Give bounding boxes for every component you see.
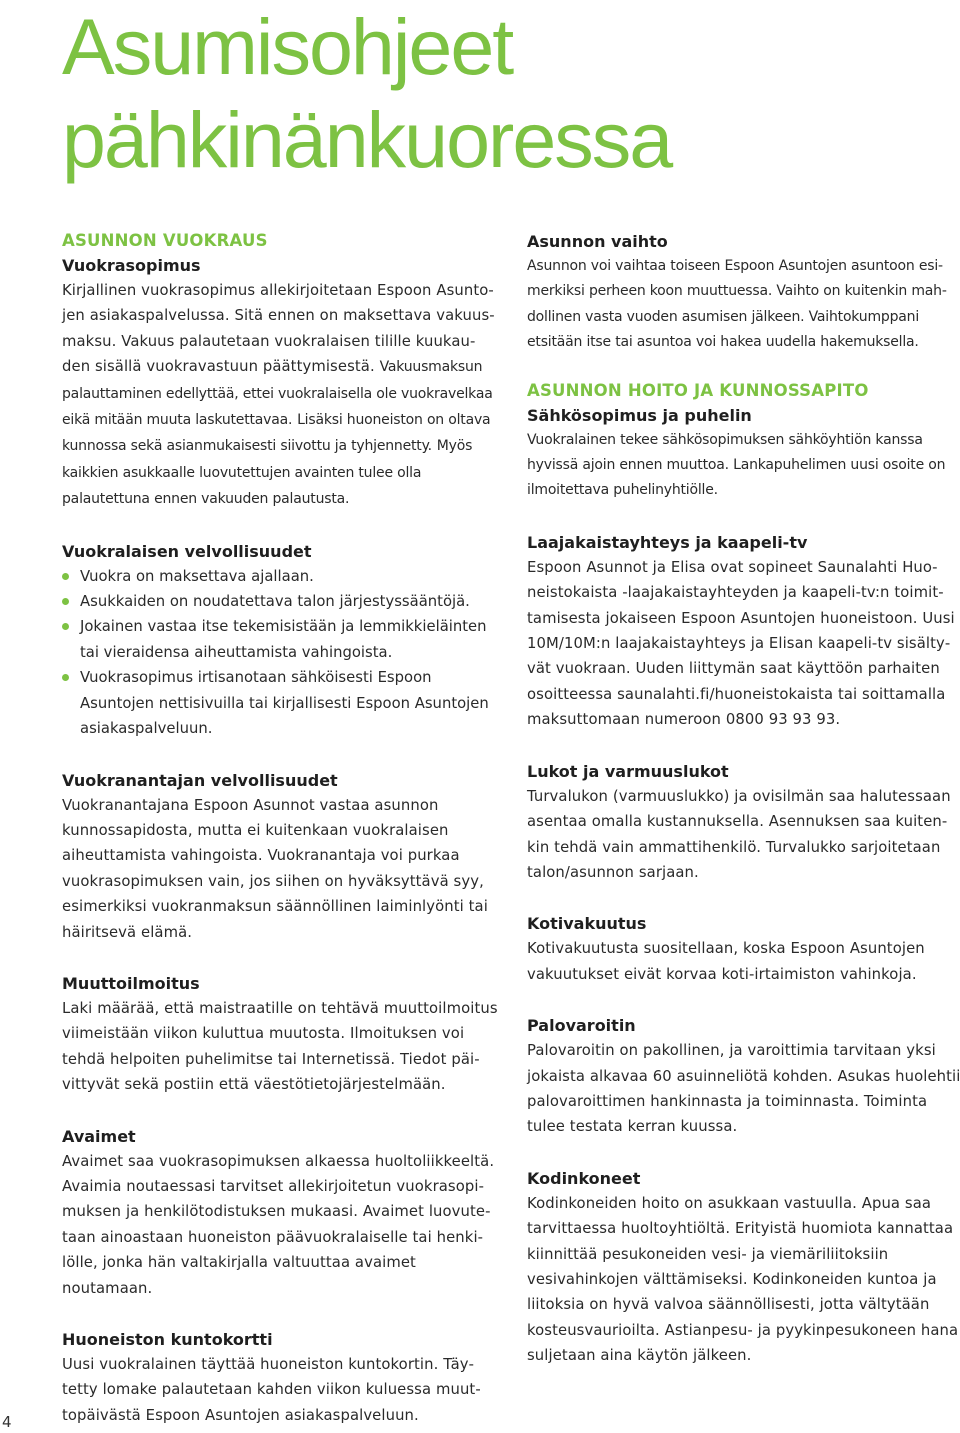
heading-laajakaista: Laajakaistayhteys ja kaapeli-tv bbox=[527, 532, 808, 552]
paragraph-palovaroitin: Palovaroitin on pakollinen, ja varoittimia tarvitaan yksi jokaista alkavaa 60 asuinneliötä kohden. Asukas huolehtii palovaroittimen hankinnasta ja toiminnasta. Toiminta tulee testata kerran kuussa. bbox=[527, 1042, 960, 1136]
paragraph-lukot: Turvalukon (varmuuslukko) ja ovisilmän saa halutessaan asentaa omalla kustannuksella. Asennuksen saa kuitenkin tehdä vain ammattihenkilö. Turvalukko sarjoitetaan talon/asunnon sarjaan. bbox=[527, 787, 951, 881]
bullet-icon bbox=[62, 573, 69, 580]
heading-lukot: Lukot ja varmuuslukot bbox=[527, 761, 729, 781]
heading-palovaroitin: Palovaroitin bbox=[527, 1016, 636, 1036]
section-hoito bbox=[527, 379, 960, 504]
section-kodinkoneet bbox=[527, 1166, 960, 1369]
paragraph-muuttoilmoitus: Laki määrää, että maistraatille on tehtävä muuttoilmoitus viimeistään viikon kuluttua muutosta. Ilmoituksen voi tehdä helpoiten puhelimitse tai Internetissä. Tiedot päivittyvät sekä postiin että väestötietojärjestelmään. bbox=[62, 999, 498, 1094]
vuokrasopimus-text-1: Kirjallinen vuokrasopimus allekirjoitetaan Espoon Asuntojen asiakaspalvelussa. Sitä ennen on maksettava vakuusmaksu. Vakuus palautetaan vuokralaisen tilille kuukauden sisällä vuokravastuun päättymisestä. bbox=[62, 282, 495, 376]
section-lukot bbox=[527, 759, 960, 886]
section-palovaroitin bbox=[527, 1013, 960, 1140]
heading-avaimet: Avaimet bbox=[62, 1126, 136, 1146]
list-item: Jokainen vastaa itse tekemisistään ja lemmikkieläinten tai vieraidensa aiheuttamista vahingoista. bbox=[62, 614, 498, 665]
section-vaihto bbox=[527, 229, 960, 356]
section-muuttoilmoitus bbox=[62, 971, 498, 1098]
section-vuokrasopimus bbox=[62, 229, 498, 513]
heading-kodinkoneet: Kodinkoneet bbox=[527, 1168, 641, 1188]
list-item: Vuokra on maksettava ajallaan. bbox=[62, 564, 498, 589]
section-kuntokortti bbox=[62, 1327, 498, 1428]
list-item: Vuokrasopimus irtisanotaan sähköisesti Espoon Asuntojen nettisivuilla tai kirjallisesti Espoon Asuntojen asiakaspalveluun. bbox=[62, 665, 498, 741]
section-kotivakuutus bbox=[527, 911, 960, 987]
paragraph-sahko: Vuokralainen tekee sähkösopimuksen sähköyhtiön kanssa hyvissä ajoin ennen muuttoa. Lankapuhelimen uusi osoite on ilmoitettava puhelinyhtiölle. bbox=[527, 431, 946, 499]
bullet-icon bbox=[62, 674, 69, 681]
section-vuokranantaja bbox=[62, 768, 498, 945]
vuokrasopimus-text-3: Lisäksi huoneiston on oltava kunnossa sekä asianmukaisesti siivottu ja tyhjennetty. bbox=[62, 412, 491, 455]
page-number: 4 bbox=[2, 1413, 12, 1431]
heading-kotivakuutus: Kotivakuutus bbox=[527, 914, 647, 934]
heading-muuttoilmoitus: Muuttoilmoitus bbox=[62, 973, 200, 993]
heading-vuokranantaja: Vuokranantajan velvollisuudet bbox=[62, 770, 338, 790]
section-laajakaista bbox=[527, 530, 960, 733]
paragraph-kotivakuutus: Kotivakuutusta suositellaan, koska Espoon Asuntojen vakuutukset eivät korvaa koti-irtaimiston vahinkoja. bbox=[527, 940, 925, 983]
vuokrasopimus-text-4: Myös kaikkien asukkaalle luovutettujen avainten tulee olla palautettuna ennen vakuuden palautusta. bbox=[62, 438, 473, 508]
heading-sahko: Sähkösopimus ja puhelin bbox=[527, 405, 752, 425]
heading-kuntokortti: Huoneiston kuntokortti bbox=[62, 1330, 273, 1349]
title-line-1: Asumisohjeet bbox=[62, 2, 513, 91]
bullet-icon bbox=[62, 623, 69, 630]
paragraph-kuntokortti: Uusi vuokralainen täyttää huoneiston kuntokortin. Täytetty lomake palautetaan kahden viikon kuluessa muuttopäivästä Espoon Asuntojen asiakaspalveluun. bbox=[62, 1356, 481, 1424]
vuokrasopimus-text-2: Vakuusmaksun palauttaminen edellyttää, ettei vuokralaisella ole vuokravelkaa eikä mitään muuta laskutettavaa. bbox=[62, 359, 493, 429]
section-title-hoito: ASUNNON HOITO JA KUNNOSSAPITO bbox=[527, 380, 869, 400]
left-column bbox=[62, 229, 498, 1428]
title-line-2: pähkinänkuoressa bbox=[62, 95, 672, 184]
right-column bbox=[527, 229, 960, 1369]
section-avaimet bbox=[62, 1124, 498, 1301]
list-item: Asukkaiden on noudatettava talon järjestyssääntöjä. bbox=[62, 589, 498, 614]
heading-vuokrasopimus: Vuokrasopimus bbox=[62, 256, 201, 275]
paragraph-avaimet: Avaimet saa vuokrasopimuksen alkaessa huoltoliikkeeltä. Avaimia noutaessasi tarvitset allekirjoitetun vuokrasopimuksen ja henkilötodistuksen mukaasi. Avaimet luovutetaan ainoastaan huoneiston päävuokralaiselle tai henkilölle, jonka hän valtakirjalla valtuuttaa avaimet noutamaan. bbox=[62, 1152, 495, 1297]
heading-vaihto: Asunnon vaihto bbox=[527, 232, 668, 251]
paragraph-kodinkoneet: Kodinkoneiden hoito on asukkaan vastuulla. Apua saa tarvittaessa huoltoyhtiöltä. Erityistä huomiota kannattaa kiinnittää pesukoneiden vesi- ja viemäriliitoksiin vesivahinkojen välttämiseksi. Kodinkoneiden kuntoa ja liitoksia on hyvä valvoa säännöllisesti, jotta vältytään kosteusvaurioilta. Astianpesu- ja pyykinpesukoneen hana suljetaan aina käytön jälkeen. bbox=[527, 1194, 959, 1365]
paragraph-vuokrasopimus bbox=[62, 278, 498, 513]
paragraph-laajakaista: Espoon Asunnot ja Elisa ovat sopineet Saunalahti Huoneistokaista -laajakaistayhteyden ja kaapeli-tv:n toimittamisesta jokaiseen Espoon Asuntojen huoneistoon. Uusi 10M/10M:n laajakaistayhteys ja Elisan kaapeli-tv sisältyvät vuokraan. Uuden liittymän saat käyttöön parhaiten osoitteessa saunalahti.fi/huoneistokaista tai soittamalla maksuttomaan numeroon 0800 93 93 93. bbox=[527, 558, 955, 729]
section-velvollisuudet bbox=[62, 539, 498, 742]
heading-velvollisuudet: Vuokralaisen velvollisuudet bbox=[62, 541, 312, 561]
paragraph-vuokranantaja: Vuokranantajana Espoon Asunnot vastaa asunnon kunnossapidosta, mutta ei kuitenkaan vuokralaisen aiheuttamista vahingoista. Vuokranantaja voi purkaa vuokrasopimuksen vain, jos siihen on hyväksyttävä syy, esimerkiksi vuokranmaksun säännöllinen laiminlyönti tai häiritsevä elämä. bbox=[62, 796, 488, 941]
velvollisuudet-list bbox=[62, 564, 498, 742]
page-title bbox=[62, 0, 671, 186]
paragraph-vaihto: Asunnon voi vaihtaa toiseen Espoon Asuntojen asuntoon esimerkiksi perheen koon muuttuessa. Vaihto on kuitenkin mahdollinen vasta vuoden asumisen jälkeen. Vaihtokumppani etsitään itse tai asuntoa voi hakea uudella hakemuksella. bbox=[527, 258, 947, 351]
section-title-vuokraus: ASUNNON VUOKRAUS bbox=[62, 231, 268, 250]
bullet-icon bbox=[62, 598, 69, 605]
